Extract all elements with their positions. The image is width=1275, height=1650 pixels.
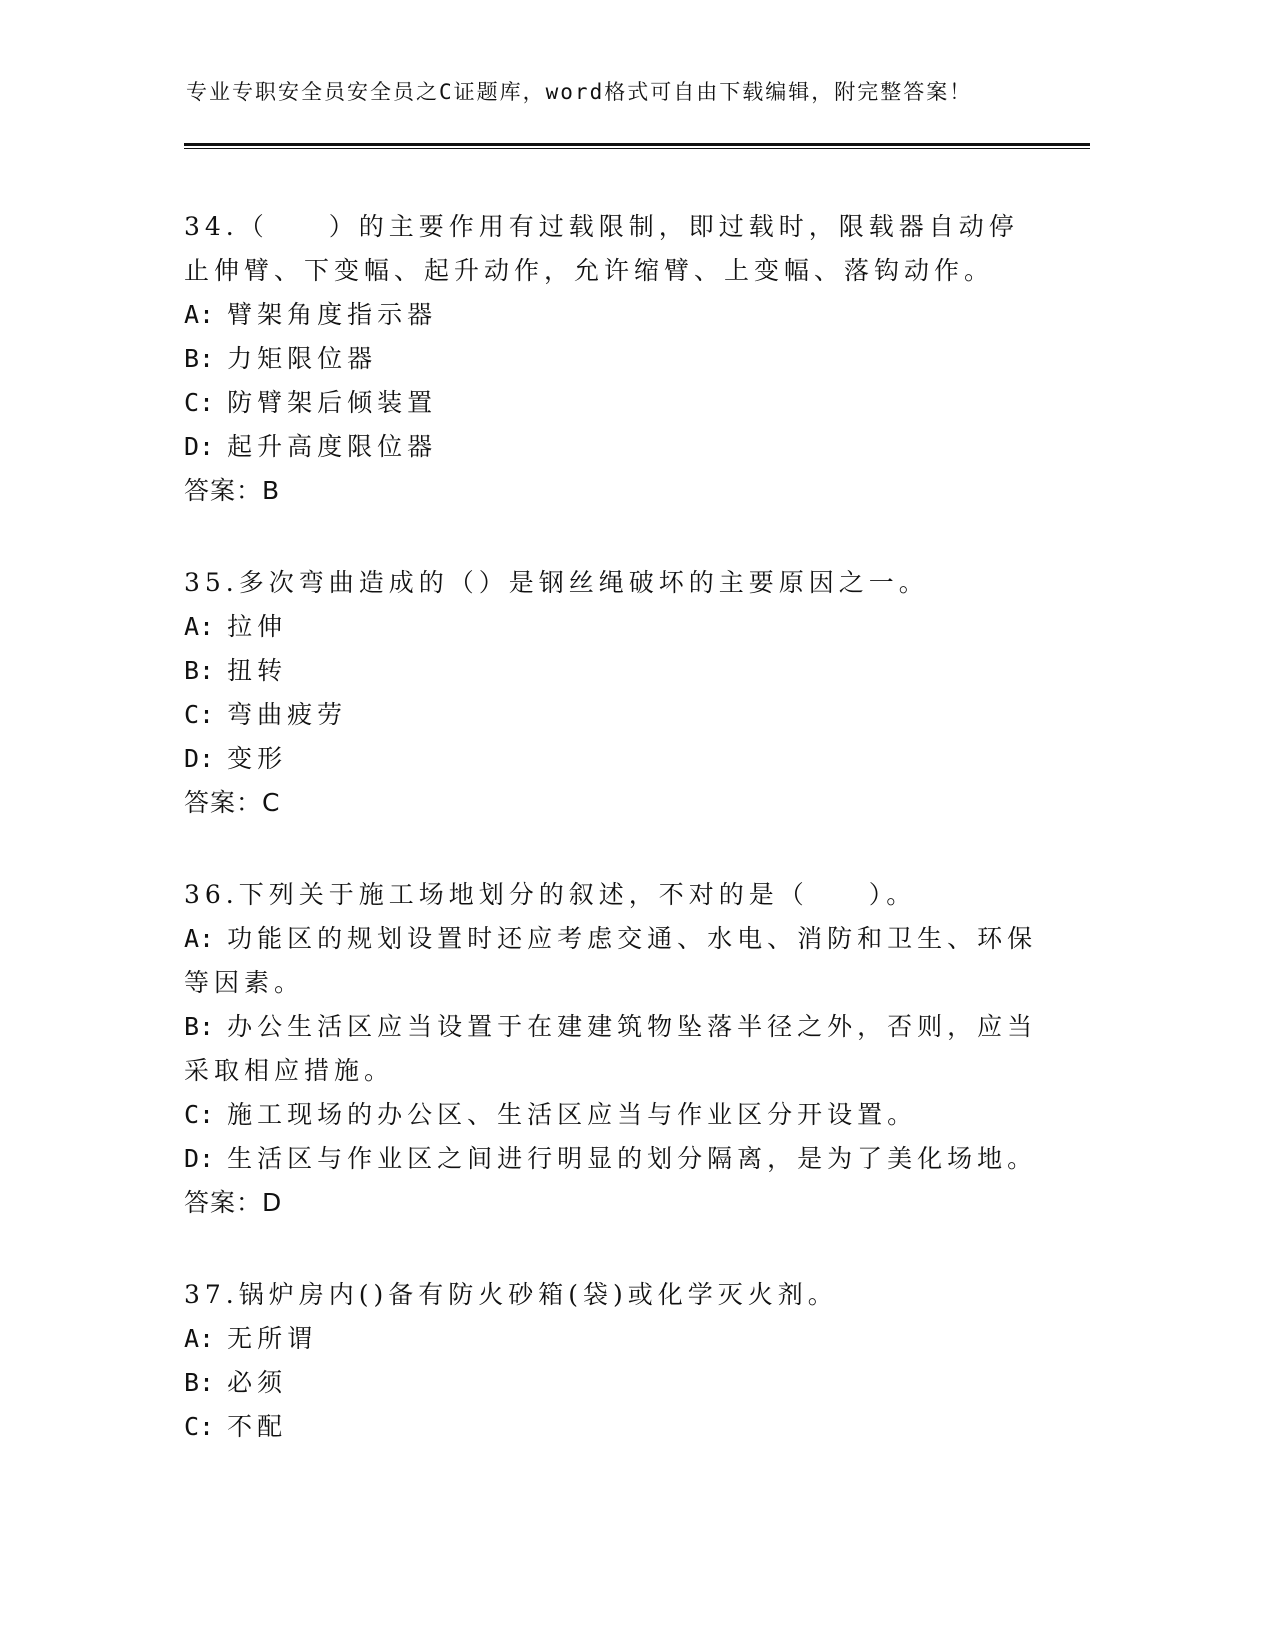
option-text: 力矩限位器	[227, 344, 378, 373]
option-key: B:	[184, 344, 215, 373]
option-a	[184, 605, 1044, 649]
option-text: 扭转	[227, 656, 288, 685]
option-text: 办公生活区应当设置于在建建筑物坠落半径之外，否则，应当采取相应措施。	[184, 1012, 1038, 1085]
option-text: 无所谓	[227, 1324, 318, 1353]
answer-line: 答案：C	[184, 788, 281, 817]
header-rule-thin	[184, 148, 1090, 149]
document-header: 专业专职安全员安全员之C证题库，word格式可自由下载编辑，附完整答案！	[186, 80, 973, 104]
option-key: A:	[184, 612, 215, 641]
option-key: B:	[184, 1368, 215, 1397]
option-d	[184, 425, 1044, 469]
option-key: B:	[184, 1012, 215, 1041]
option-b	[184, 1361, 1044, 1405]
question-stem: 37.锅炉房内()备有防火砂箱(袋)或化学灭火剂。	[184, 1280, 838, 1309]
question-list	[184, 205, 1084, 1497]
question-37	[184, 1273, 1084, 1449]
header-rule-thick	[184, 143, 1090, 146]
question-stem: 35.多次弯曲造成的（）是钢丝绳破坏的主要原因之一。	[184, 568, 929, 597]
option-text: 不配	[227, 1412, 288, 1441]
question-stem: 34.（ ）的主要作用有过载限制，即过载时，限载器自动停止伸臂、下变幅、起升动作，允许缩臂、上变幅、落钩动作。	[184, 212, 1019, 285]
option-key: D:	[184, 432, 215, 461]
option-text: 变形	[227, 744, 288, 773]
option-key: A:	[184, 1324, 215, 1353]
question-36	[184, 873, 1084, 1225]
option-a	[184, 293, 1044, 337]
answer-line: 答案：D	[184, 1188, 283, 1217]
option-a	[184, 917, 1044, 1005]
option-c	[184, 1093, 1044, 1137]
option-d	[184, 737, 1044, 781]
question-stem: 36.下列关于施工场地划分的叙述，不对的是（ ）。	[184, 880, 917, 909]
option-text: 生活区与作业区之间进行明显的划分隔离，是为了美化场地。	[227, 1144, 1038, 1173]
option-a	[184, 1317, 1044, 1361]
option-text: 臂架角度指示器	[227, 300, 438, 329]
option-text: 起升高度限位器	[227, 432, 438, 461]
option-text: 弯曲疲劳	[227, 700, 348, 729]
option-c	[184, 693, 1044, 737]
option-key: A:	[184, 300, 215, 329]
option-key: C:	[184, 1412, 215, 1441]
option-key: C:	[184, 1100, 215, 1129]
option-c	[184, 381, 1044, 425]
question-34	[184, 205, 1084, 513]
option-key: A:	[184, 924, 215, 953]
option-b	[184, 649, 1044, 693]
option-d	[184, 1137, 1044, 1181]
option-key: D:	[184, 744, 215, 773]
option-text: 必须	[227, 1368, 288, 1397]
answer-line: 答案：B	[184, 476, 281, 505]
option-key: C:	[184, 388, 215, 417]
option-b	[184, 1005, 1044, 1093]
option-key: C:	[184, 700, 215, 729]
question-35	[184, 561, 1084, 825]
option-key: B:	[184, 656, 215, 685]
option-text: 防臂架后倾装置	[227, 388, 438, 417]
option-text: 拉伸	[227, 612, 288, 641]
option-text: 功能区的规划设置时还应考虑交通、水电、消防和卫生、环保等因素。	[184, 924, 1038, 997]
option-key: D:	[184, 1144, 215, 1173]
option-b	[184, 337, 1044, 381]
option-c	[184, 1405, 1044, 1449]
option-text: 施工现场的办公区、生活区应当与作业区分开设置。	[227, 1100, 918, 1129]
